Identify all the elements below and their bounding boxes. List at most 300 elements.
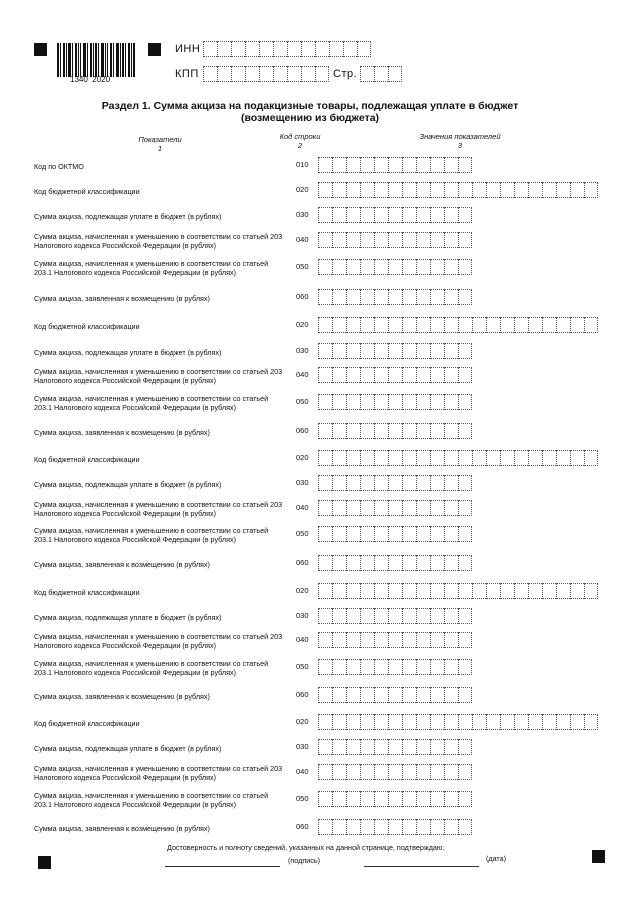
row-value-field[interactable] xyxy=(318,423,472,439)
value-cell[interactable] xyxy=(388,475,402,491)
value-cell[interactable] xyxy=(458,791,472,807)
value-cell[interactable] xyxy=(374,555,388,571)
value-cell[interactable] xyxy=(458,659,472,675)
value-cell[interactable] xyxy=(318,394,332,410)
value-cell[interactable] xyxy=(360,714,374,730)
value-cell[interactable] xyxy=(332,526,346,542)
value-cell[interactable] xyxy=(388,317,402,333)
value-cell[interactable] xyxy=(388,182,402,198)
value-cell[interactable] xyxy=(458,739,472,755)
value-cell[interactable] xyxy=(332,555,346,571)
value-cell[interactable] xyxy=(318,207,332,223)
value-cell[interactable] xyxy=(500,317,514,333)
value-cell[interactable] xyxy=(374,791,388,807)
value-cell[interactable] xyxy=(416,259,430,275)
value-cell[interactable] xyxy=(360,394,374,410)
value-cell[interactable] xyxy=(360,66,374,82)
value-cell[interactable] xyxy=(514,450,528,466)
value-cell[interactable] xyxy=(346,423,360,439)
row-value-field[interactable] xyxy=(318,764,472,780)
value-cell[interactable] xyxy=(360,289,374,305)
value-cell[interactable] xyxy=(388,583,402,599)
value-cell[interactable] xyxy=(486,317,500,333)
value-cell[interactable] xyxy=(315,41,329,57)
row-value-field[interactable] xyxy=(318,207,472,223)
value-cell[interactable] xyxy=(430,317,444,333)
value-cell[interactable] xyxy=(402,207,416,223)
value-cell[interactable] xyxy=(388,555,402,571)
value-cell[interactable] xyxy=(318,687,332,703)
value-cell[interactable] xyxy=(402,583,416,599)
value-cell[interactable] xyxy=(402,739,416,755)
value-cell[interactable] xyxy=(374,475,388,491)
value-cell[interactable] xyxy=(416,739,430,755)
value-cell[interactable] xyxy=(360,739,374,755)
row-value-field[interactable] xyxy=(318,500,472,516)
value-cell[interactable] xyxy=(402,632,416,648)
value-cell[interactable] xyxy=(374,207,388,223)
value-cell[interactable] xyxy=(360,632,374,648)
value-cell[interactable] xyxy=(444,632,458,648)
value-cell[interactable] xyxy=(388,791,402,807)
value-cell[interactable] xyxy=(360,343,374,359)
value-cell[interactable] xyxy=(388,394,402,410)
value-cell[interactable] xyxy=(346,450,360,466)
value-cell[interactable] xyxy=(374,819,388,835)
value-cell[interactable] xyxy=(528,182,542,198)
value-cell[interactable] xyxy=(444,583,458,599)
value-cell[interactable] xyxy=(402,394,416,410)
value-cell[interactable] xyxy=(472,317,486,333)
value-cell[interactable] xyxy=(458,714,472,730)
value-cell[interactable] xyxy=(360,764,374,780)
value-cell[interactable] xyxy=(388,608,402,624)
value-cell[interactable] xyxy=(318,182,332,198)
value-cell[interactable] xyxy=(332,450,346,466)
row-value-field[interactable] xyxy=(318,232,472,248)
value-cell[interactable] xyxy=(259,66,273,82)
row-value-field[interactable] xyxy=(318,157,472,173)
value-cell[interactable] xyxy=(444,450,458,466)
value-cell[interactable] xyxy=(402,182,416,198)
value-cell[interactable] xyxy=(332,475,346,491)
value-cell[interactable] xyxy=(346,157,360,173)
value-cell[interactable] xyxy=(416,526,430,542)
row-value-field[interactable] xyxy=(318,583,598,599)
value-cell[interactable] xyxy=(301,66,315,82)
value-cell[interactable] xyxy=(570,317,584,333)
value-cell[interactable] xyxy=(332,764,346,780)
value-cell[interactable] xyxy=(374,317,388,333)
value-cell[interactable] xyxy=(444,500,458,516)
value-cell[interactable] xyxy=(430,583,444,599)
value-cell[interactable] xyxy=(388,343,402,359)
value-cell[interactable] xyxy=(458,367,472,383)
value-cell[interactable] xyxy=(416,819,430,835)
row-value-field[interactable] xyxy=(318,343,472,359)
value-cell[interactable] xyxy=(374,687,388,703)
value-cell[interactable] xyxy=(346,394,360,410)
value-cell[interactable] xyxy=(332,632,346,648)
value-cell[interactable] xyxy=(217,41,231,57)
value-cell[interactable] xyxy=(346,608,360,624)
value-cell[interactable] xyxy=(332,232,346,248)
value-cell[interactable] xyxy=(332,500,346,516)
value-cell[interactable] xyxy=(318,739,332,755)
value-cell[interactable] xyxy=(388,157,402,173)
value-cell[interactable] xyxy=(332,659,346,675)
value-cell[interactable] xyxy=(360,232,374,248)
value-cell[interactable] xyxy=(346,555,360,571)
value-cell[interactable] xyxy=(514,317,528,333)
value-cell[interactable] xyxy=(402,791,416,807)
value-cell[interactable] xyxy=(374,714,388,730)
value-cell[interactable] xyxy=(416,289,430,305)
value-cell[interactable] xyxy=(416,632,430,648)
value-cell[interactable] xyxy=(346,791,360,807)
value-cell[interactable] xyxy=(388,739,402,755)
value-cell[interactable] xyxy=(584,182,598,198)
value-cell[interactable] xyxy=(556,317,570,333)
value-cell[interactable] xyxy=(318,819,332,835)
value-cell[interactable] xyxy=(346,182,360,198)
inn-field[interactable] xyxy=(203,41,371,57)
value-cell[interactable] xyxy=(360,819,374,835)
value-cell[interactable] xyxy=(360,555,374,571)
value-cell[interactable] xyxy=(430,555,444,571)
value-cell[interactable] xyxy=(430,475,444,491)
value-cell[interactable] xyxy=(416,714,430,730)
value-cell[interactable] xyxy=(360,317,374,333)
value-cell[interactable] xyxy=(416,367,430,383)
value-cell[interactable] xyxy=(514,714,528,730)
value-cell[interactable] xyxy=(430,289,444,305)
value-cell[interactable] xyxy=(374,608,388,624)
value-cell[interactable] xyxy=(430,526,444,542)
value-cell[interactable] xyxy=(430,259,444,275)
value-cell[interactable] xyxy=(332,423,346,439)
value-cell[interactable] xyxy=(245,66,259,82)
value-cell[interactable] xyxy=(570,714,584,730)
value-cell[interactable] xyxy=(318,500,332,516)
value-cell[interactable] xyxy=(360,583,374,599)
value-cell[interactable] xyxy=(388,66,402,82)
value-cell[interactable] xyxy=(542,583,556,599)
value-cell[interactable] xyxy=(430,632,444,648)
value-cell[interactable] xyxy=(318,764,332,780)
value-cell[interactable] xyxy=(458,259,472,275)
value-cell[interactable] xyxy=(388,819,402,835)
value-cell[interactable] xyxy=(458,343,472,359)
value-cell[interactable] xyxy=(332,343,346,359)
row-value-field[interactable] xyxy=(318,791,472,807)
value-cell[interactable] xyxy=(458,157,472,173)
value-cell[interactable] xyxy=(388,764,402,780)
value-cell[interactable] xyxy=(500,583,514,599)
value-cell[interactable] xyxy=(388,450,402,466)
value-cell[interactable] xyxy=(416,157,430,173)
value-cell[interactable] xyxy=(444,659,458,675)
value-cell[interactable] xyxy=(584,583,598,599)
value-cell[interactable] xyxy=(318,289,332,305)
value-cell[interactable] xyxy=(444,791,458,807)
value-cell[interactable] xyxy=(273,41,287,57)
value-cell[interactable] xyxy=(332,819,346,835)
value-cell[interactable] xyxy=(374,739,388,755)
value-cell[interactable] xyxy=(346,232,360,248)
value-cell[interactable] xyxy=(388,232,402,248)
value-cell[interactable] xyxy=(315,66,329,82)
value-cell[interactable] xyxy=(332,714,346,730)
value-cell[interactable] xyxy=(458,764,472,780)
value-cell[interactable] xyxy=(556,714,570,730)
value-cell[interactable] xyxy=(542,450,556,466)
value-cell[interactable] xyxy=(402,608,416,624)
value-cell[interactable] xyxy=(357,41,371,57)
value-cell[interactable] xyxy=(444,687,458,703)
value-cell[interactable] xyxy=(430,819,444,835)
value-cell[interactable] xyxy=(402,659,416,675)
value-cell[interactable] xyxy=(203,66,217,82)
value-cell[interactable] xyxy=(416,608,430,624)
value-cell[interactable] xyxy=(444,207,458,223)
value-cell[interactable] xyxy=(444,317,458,333)
value-cell[interactable] xyxy=(374,232,388,248)
value-cell[interactable] xyxy=(430,207,444,223)
value-cell[interactable] xyxy=(444,819,458,835)
value-cell[interactable] xyxy=(402,555,416,571)
value-cell[interactable] xyxy=(360,423,374,439)
value-cell[interactable] xyxy=(231,66,245,82)
value-cell[interactable] xyxy=(430,764,444,780)
signature-line[interactable] xyxy=(165,866,280,867)
value-cell[interactable] xyxy=(430,687,444,703)
value-cell[interactable] xyxy=(332,182,346,198)
value-cell[interactable] xyxy=(444,739,458,755)
row-value-field[interactable] xyxy=(318,367,472,383)
value-cell[interactable] xyxy=(430,182,444,198)
value-cell[interactable] xyxy=(346,632,360,648)
value-cell[interactable] xyxy=(542,317,556,333)
value-cell[interactable] xyxy=(245,41,259,57)
value-cell[interactable] xyxy=(346,687,360,703)
row-value-field[interactable] xyxy=(318,317,598,333)
value-cell[interactable] xyxy=(332,583,346,599)
value-cell[interactable] xyxy=(374,343,388,359)
value-cell[interactable] xyxy=(346,475,360,491)
value-cell[interactable] xyxy=(332,608,346,624)
value-cell[interactable] xyxy=(402,819,416,835)
row-value-field[interactable] xyxy=(318,526,472,542)
value-cell[interactable] xyxy=(360,608,374,624)
value-cell[interactable] xyxy=(500,714,514,730)
value-cell[interactable] xyxy=(346,583,360,599)
value-cell[interactable] xyxy=(444,764,458,780)
value-cell[interactable] xyxy=(346,500,360,516)
value-cell[interactable] xyxy=(458,289,472,305)
row-value-field[interactable] xyxy=(318,687,472,703)
value-cell[interactable] xyxy=(203,41,217,57)
value-cell[interactable] xyxy=(458,583,472,599)
value-cell[interactable] xyxy=(259,41,273,57)
value-cell[interactable] xyxy=(430,791,444,807)
value-cell[interactable] xyxy=(458,608,472,624)
value-cell[interactable] xyxy=(430,739,444,755)
value-cell[interactable] xyxy=(388,632,402,648)
value-cell[interactable] xyxy=(374,659,388,675)
value-cell[interactable] xyxy=(486,450,500,466)
value-cell[interactable] xyxy=(388,659,402,675)
value-cell[interactable] xyxy=(444,259,458,275)
row-value-field[interactable] xyxy=(318,714,598,730)
value-cell[interactable] xyxy=(301,41,315,57)
value-cell[interactable] xyxy=(346,367,360,383)
value-cell[interactable] xyxy=(346,739,360,755)
value-cell[interactable] xyxy=(444,182,458,198)
value-cell[interactable] xyxy=(416,475,430,491)
row-value-field[interactable] xyxy=(318,555,472,571)
value-cell[interactable] xyxy=(416,791,430,807)
value-cell[interactable] xyxy=(584,450,598,466)
value-cell[interactable] xyxy=(318,714,332,730)
value-cell[interactable] xyxy=(444,367,458,383)
value-cell[interactable] xyxy=(360,182,374,198)
row-value-field[interactable] xyxy=(318,659,472,675)
value-cell[interactable] xyxy=(374,764,388,780)
value-cell[interactable] xyxy=(402,317,416,333)
value-cell[interactable] xyxy=(329,41,343,57)
value-cell[interactable] xyxy=(231,41,245,57)
value-cell[interactable] xyxy=(584,317,598,333)
value-cell[interactable] xyxy=(444,555,458,571)
value-cell[interactable] xyxy=(472,450,486,466)
value-cell[interactable] xyxy=(486,182,500,198)
value-cell[interactable] xyxy=(528,317,542,333)
value-cell[interactable] xyxy=(444,232,458,248)
value-cell[interactable] xyxy=(332,394,346,410)
value-cell[interactable] xyxy=(374,394,388,410)
value-cell[interactable] xyxy=(430,659,444,675)
value-cell[interactable] xyxy=(374,259,388,275)
value-cell[interactable] xyxy=(402,157,416,173)
kpp-field[interactable] xyxy=(203,66,329,82)
value-cell[interactable] xyxy=(318,259,332,275)
value-cell[interactable] xyxy=(458,500,472,516)
value-cell[interactable] xyxy=(318,157,332,173)
value-cell[interactable] xyxy=(416,583,430,599)
value-cell[interactable] xyxy=(444,343,458,359)
value-cell[interactable] xyxy=(318,526,332,542)
value-cell[interactable] xyxy=(416,182,430,198)
value-cell[interactable] xyxy=(458,475,472,491)
value-cell[interactable] xyxy=(458,632,472,648)
value-cell[interactable] xyxy=(542,182,556,198)
value-cell[interactable] xyxy=(402,500,416,516)
value-cell[interactable] xyxy=(444,289,458,305)
value-cell[interactable] xyxy=(332,157,346,173)
value-cell[interactable] xyxy=(360,157,374,173)
value-cell[interactable] xyxy=(374,450,388,466)
value-cell[interactable] xyxy=(430,450,444,466)
value-cell[interactable] xyxy=(430,500,444,516)
value-cell[interactable] xyxy=(318,659,332,675)
value-cell[interactable] xyxy=(486,714,500,730)
value-cell[interactable] xyxy=(346,317,360,333)
value-cell[interactable] xyxy=(388,423,402,439)
row-value-field[interactable] xyxy=(318,739,472,755)
value-cell[interactable] xyxy=(472,714,486,730)
row-value-field[interactable] xyxy=(318,819,472,835)
value-cell[interactable] xyxy=(318,232,332,248)
value-cell[interactable] xyxy=(360,207,374,223)
row-value-field[interactable] xyxy=(318,475,472,491)
value-cell[interactable] xyxy=(430,232,444,248)
value-cell[interactable] xyxy=(472,583,486,599)
value-cell[interactable] xyxy=(346,526,360,542)
value-cell[interactable] xyxy=(444,608,458,624)
value-cell[interactable] xyxy=(360,791,374,807)
value-cell[interactable] xyxy=(472,182,486,198)
value-cell[interactable] xyxy=(332,317,346,333)
value-cell[interactable] xyxy=(346,764,360,780)
value-cell[interactable] xyxy=(416,659,430,675)
value-cell[interactable] xyxy=(360,500,374,516)
value-cell[interactable] xyxy=(444,157,458,173)
value-cell[interactable] xyxy=(528,583,542,599)
value-cell[interactable] xyxy=(416,317,430,333)
value-cell[interactable] xyxy=(416,423,430,439)
value-cell[interactable] xyxy=(374,66,388,82)
value-cell[interactable] xyxy=(500,450,514,466)
value-cell[interactable] xyxy=(416,394,430,410)
value-cell[interactable] xyxy=(402,714,416,730)
value-cell[interactable] xyxy=(318,791,332,807)
value-cell[interactable] xyxy=(570,182,584,198)
value-cell[interactable] xyxy=(528,714,542,730)
value-cell[interactable] xyxy=(402,475,416,491)
value-cell[interactable] xyxy=(430,394,444,410)
value-cell[interactable] xyxy=(332,687,346,703)
value-cell[interactable] xyxy=(402,232,416,248)
value-cell[interactable] xyxy=(374,367,388,383)
value-cell[interactable] xyxy=(318,632,332,648)
value-cell[interactable] xyxy=(318,317,332,333)
value-cell[interactable] xyxy=(416,500,430,516)
value-cell[interactable] xyxy=(402,423,416,439)
value-cell[interactable] xyxy=(388,367,402,383)
value-cell[interactable] xyxy=(458,317,472,333)
value-cell[interactable] xyxy=(346,259,360,275)
row-value-field[interactable] xyxy=(318,289,472,305)
value-cell[interactable] xyxy=(360,450,374,466)
value-cell[interactable] xyxy=(402,526,416,542)
value-cell[interactable] xyxy=(318,475,332,491)
value-cell[interactable] xyxy=(402,450,416,466)
value-cell[interactable] xyxy=(430,714,444,730)
value-cell[interactable] xyxy=(458,555,472,571)
value-cell[interactable] xyxy=(556,182,570,198)
row-value-field[interactable] xyxy=(318,632,472,648)
value-cell[interactable] xyxy=(318,423,332,439)
value-cell[interactable] xyxy=(430,608,444,624)
date-line[interactable] xyxy=(364,866,479,867)
page-number-field[interactable] xyxy=(360,66,402,82)
value-cell[interactable] xyxy=(514,182,528,198)
value-cell[interactable] xyxy=(486,583,500,599)
value-cell[interactable] xyxy=(402,289,416,305)
value-cell[interactable] xyxy=(388,687,402,703)
value-cell[interactable] xyxy=(402,687,416,703)
